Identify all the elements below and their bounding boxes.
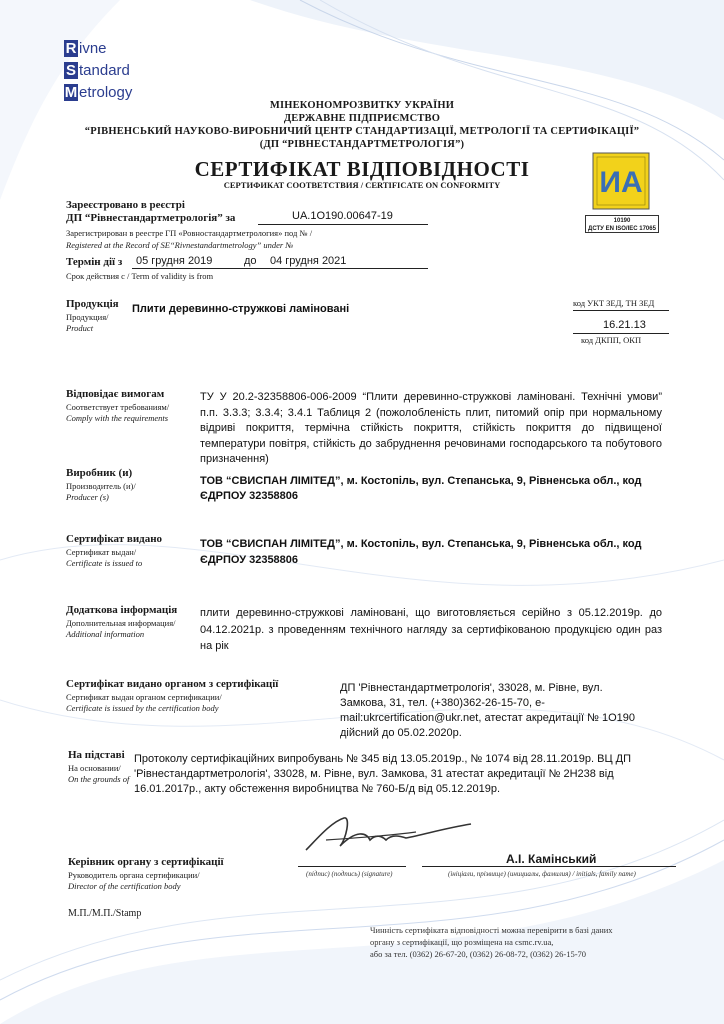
header-ministry: МІНЕКОНОМРОЗВИТКУ УКРАЇНИ bbox=[269, 100, 455, 111]
mark-caption-number: 10190 bbox=[613, 218, 631, 224]
requirements-label-en: Comply with the requirements bbox=[66, 413, 169, 423]
additional-label-en: Additional information bbox=[66, 629, 145, 639]
logo-line-standard bbox=[64, 62, 130, 80]
stamp-label: М.П./М.П./Stamp bbox=[68, 908, 142, 919]
product-code-label-top: код УКТ ЗЕД, ТН ЗЕД bbox=[573, 298, 655, 308]
name-caption: (ініціали, прізвище) (инициалы, фамилия) / initials, family name) bbox=[448, 870, 636, 878]
grounds-label-en: On the grounds of bbox=[68, 774, 130, 784]
product-code-label-bottom: код ДКПП, ОКП bbox=[581, 335, 642, 345]
signature-line bbox=[298, 866, 406, 867]
page-title: СЕРТИФІКАТ ВІДПОВІДНОСТІ bbox=[194, 157, 530, 181]
issuer-label: Сертифікат видано органом з сертифікації bbox=[66, 678, 279, 690]
logo-letter: M bbox=[64, 84, 78, 101]
validity-to: 04 грудня 2021 bbox=[270, 255, 347, 267]
footer-line-3: або за тел. (0362) 26-67-20, (0362) 26-08-72, (0362) 26-15-70 bbox=[370, 949, 587, 959]
registry-underline bbox=[258, 224, 428, 225]
footer-line-1: Чинність сертифіката відповідності можна перевірити в базі даних bbox=[370, 925, 613, 935]
registry-label-ru: Зарегистрирован в реестре ГП «Ровностандартметрология» под № / bbox=[66, 228, 313, 238]
product-label-ru: Продукция/ bbox=[66, 312, 109, 322]
producer-label-ru: Производитель (и)/ bbox=[66, 481, 136, 491]
page-subtitle: СЕРТИФИКАТ СООТВЕТСТВИЯ / CERTIFICATE ON CONFORMITY bbox=[223, 180, 501, 190]
registry-label-en: Registered at the Record of SE“Rivnestandartmetrology” under № bbox=[66, 240, 294, 250]
logo-word: etrology bbox=[79, 84, 133, 101]
producer-value: ТОВ “СВИСПАН ЛІМІТЕД”, м. Костопіль, вул. Степанська, 9, Рівненська обл., код ЄДРПОУ 32358806 bbox=[200, 475, 642, 502]
grounds-value: Протоколу сертифікаційних випробувань № 345 від 13.05.2019р., № 1074 від 28.11.2019р. ВЦ ДП 'Рівнестандартметрологія', 33028, м. Рівне, вул. Замкова, 31 атестат акредитації № 2Н238 від 16.01.2017р., акту обстеження виробництва № 760-Б/д від 05.12.2019р. bbox=[134, 753, 632, 795]
logo-word: tandard bbox=[79, 62, 130, 79]
validity-underline bbox=[132, 268, 428, 269]
issued-to-label-ru: Сертификат выдан/ bbox=[66, 547, 137, 557]
requirements-label-ru: Соответствует требованиям/ bbox=[66, 402, 170, 412]
additional-value: плити деревинно-стружкові ламіновані, що виготовляється серійно з 05.12.2019р. до 04.12.2021р. з проведенням технічного нагляду за сертифікованою продукцією один раз на рік bbox=[200, 607, 662, 652]
grounds-label-ru: На основании/ bbox=[68, 763, 121, 773]
product-label-en: Product bbox=[66, 323, 94, 333]
issued-to-label: Сертифікат видано bbox=[66, 533, 163, 545]
header-abbr: (ДП “РІВНЕСТАНДАРТМЕТРОЛОГІЯ”) bbox=[259, 139, 465, 150]
accreditation-mark-icon bbox=[592, 152, 650, 210]
issuer-label-en: Certificate is issued by the certification body bbox=[66, 703, 219, 713]
validity-from: 05 грудня 2019 bbox=[136, 255, 213, 267]
director-name: А.І. Камінський bbox=[506, 852, 597, 866]
issuer-value: ДП 'Рівнестандартметрологія', 33028, м. Рівне, вул. Замкова, 31, тел. (+380)362-26-15-70, e-mail:ukrcertification@ukr.net, атестат акредитації № 1О190 дійсний до 05.02.2020р. bbox=[340, 682, 635, 739]
registry-number: UA.1O190.00647-19 bbox=[292, 210, 393, 222]
issuer-label-ru: Сертификат выдан органом сертификации/ bbox=[66, 692, 222, 702]
name-line bbox=[422, 866, 676, 867]
grounds-label: На підставі bbox=[68, 749, 125, 761]
mark-glyph: ИА bbox=[599, 166, 643, 199]
logo-letter: S bbox=[65, 62, 76, 79]
logo-line-rivne bbox=[64, 40, 107, 58]
code-top-line bbox=[573, 310, 669, 311]
header-center: “РІВНЕНСЬКИЙ НАУКОВО-ВИРОБНИЧИЙ ЦЕНТР СТАНДАРТИЗАЦІЇ, МЕТРОЛОГІЇ ТА СЕРТИФІКАЦІЇ” bbox=[84, 126, 640, 137]
footer-line-2: органу з сертифікації, що розміщена на csmc.rv.ua, bbox=[370, 937, 554, 947]
product-value: Плити деревинно-стружкові ламіновані bbox=[132, 303, 350, 315]
signature-caption: (підпис) (подпись) (signature) bbox=[306, 870, 393, 878]
logo-letter: R bbox=[65, 40, 77, 57]
requirements-value: ТУ У 20.2-32358806-006-2009 “Плити деревинно-стружкові ламіновані. Технічні умови” п.п. 3.3.3; 3.3.4; 3.4.1 Таблиця 2 (пожолобленість плит, питомий опір при нормальному відриві покриття, термічна стійкість покриття, стійкість покриття до підвищеної температури повітря, стійкість до забруднення речовинами господарського та побутового призначення) bbox=[200, 391, 662, 465]
director-label-en: Director of the certification body bbox=[68, 881, 181, 891]
producer-label-en: Producer (s) bbox=[66, 492, 109, 502]
additional-label: Додаткова інформація bbox=[66, 604, 178, 616]
handwritten-signature bbox=[296, 810, 486, 860]
issued-to-label-en: Certificate is issued to bbox=[66, 558, 143, 568]
mark-caption bbox=[585, 215, 659, 233]
registry-label-ua1: Зареєстровано в реєстрі bbox=[66, 199, 185, 211]
requirements-label: Відповідає вимогам bbox=[66, 388, 165, 400]
issued-to-value: ТОВ “СВИСПАН ЛІМІТЕД”, м. Костопіль, вул. Степанська, 9, Рівненська обл., код ЄДРПОУ 32358806 bbox=[200, 538, 642, 566]
additional-label-ru: Дополнительная информация/ bbox=[66, 618, 176, 628]
director-label: Керівник органу з сертифікації bbox=[68, 856, 224, 868]
registry-label-ua2: ДП “Рівнестандартметрологія” за bbox=[66, 212, 236, 224]
product-code: 16.21.13 bbox=[603, 319, 646, 331]
validity-label: Термін дії з bbox=[66, 256, 123, 268]
director-label-ru: Руководитель органа сертификации/ bbox=[68, 870, 200, 880]
mark-caption-standard: ДСТУ EN ISO/IEC 17065 bbox=[588, 226, 656, 232]
producer-label: Виробник (и) bbox=[66, 467, 133, 479]
product-label: Продукція bbox=[66, 298, 119, 310]
logo-word: ivne bbox=[79, 40, 107, 57]
validity-label-ru-en: Срок действия с / Term of validity is from bbox=[66, 271, 214, 281]
code-bottom-line bbox=[573, 333, 669, 334]
header-enterprise: ДЕРЖАВНЕ ПІДПРИЄМСТВО bbox=[283, 113, 441, 124]
validity-to-word: до bbox=[244, 255, 257, 267]
